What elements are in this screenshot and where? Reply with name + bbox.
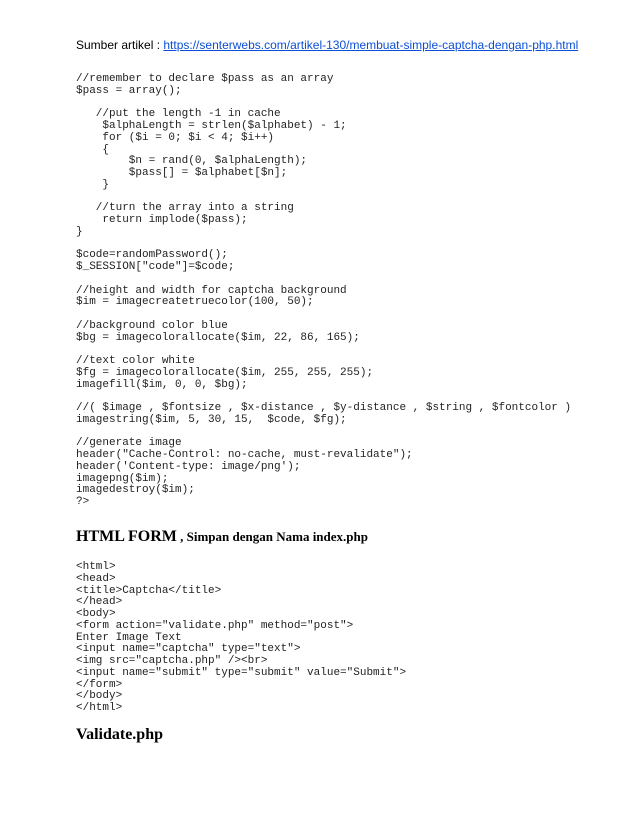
heading-validate-text: Validate.php: [76, 726, 163, 743]
source-link[interactable]: https://senterwebs.com/artikel-130/membuat-simple-captcha-dengan-php.html: [163, 38, 579, 52]
heading-validate: [76, 726, 163, 744]
php-code-block: //remember to declare $pass as an array $pass = array(); //put the length -1 in cache $alphaLength = strlen($alphabet) - 1; for ($i = 0; $i < 4; $i++) { $n = rand(0, $alphaLength); $pass[] = $alphabet[$n]; } //turn the array into a string return implode($pass); } $code=randomPassword(); $_SESSION["code"]=$code; //height and width for captcha background $im = imagecreatetruecolor(100, 50); //background color blue $bg = imagecolorallocate($im, 22, 86, 165); //text color white $fg = imagecolorallocate($im, 255, 255, 255); imagefill($im, 0, 0, $bg); //( $image , $fontsize , $x-distance , $y-distance , $string , $fontcolor ) imagestring($im, 5, 30, 15, $code, $fg); //generate image header("Cache-Control: no-cache, must-revalidate"); header('Content-type: image/png'); imagepng($im); imagedestroy($im); ?>: [76, 73, 572, 508]
html-code-block: <html> <head> <title>Captcha</title> </head> <body> <form action="validate.php" method="post"> Enter Image Text <input name="captcha" type="text"> <img src="captcha.php" /><br> <input name="submit" type="submit" value="Submit"> </form> </body> </html>: [76, 561, 407, 714]
source-line: [76, 38, 578, 52]
heading-html-form-sub: , Simpan dengan Nama index.php: [176, 529, 368, 544]
heading-html-form-main: HTML FORM: [76, 528, 177, 545]
source-prefix: Sumber artikel :: [76, 38, 164, 52]
heading-html-form: [76, 528, 368, 546]
